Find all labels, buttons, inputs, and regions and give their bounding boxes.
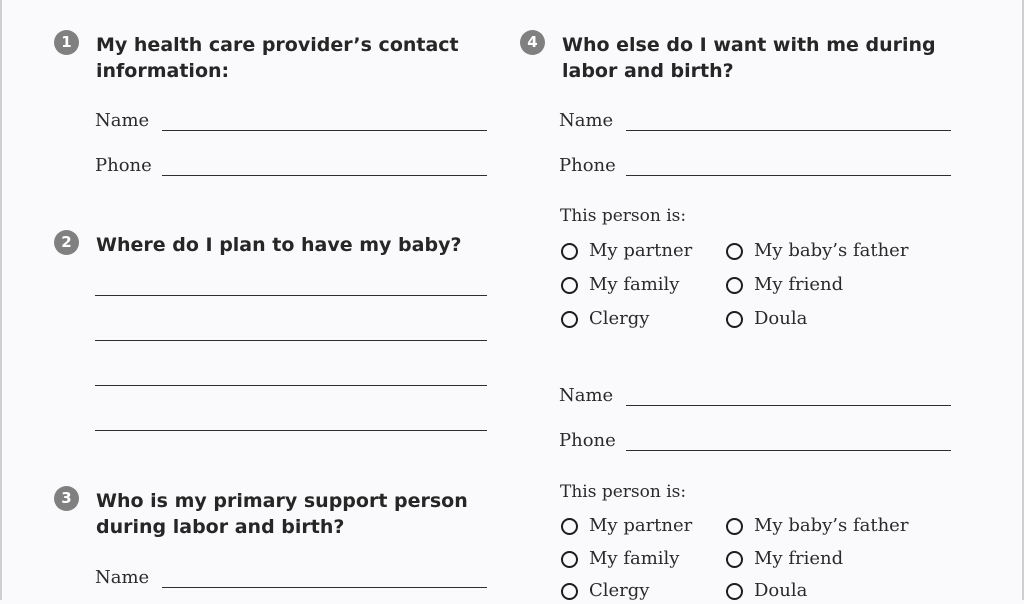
field-label: Name bbox=[559, 110, 614, 131]
provider-name-field[interactable] bbox=[95, 110, 487, 136]
option-label: My family bbox=[589, 274, 680, 295]
birth-place-line-2[interactable] bbox=[95, 340, 487, 341]
birth-place-line-4[interactable] bbox=[95, 430, 487, 431]
write-line[interactable] bbox=[626, 450, 951, 451]
radio-circle-icon[interactable] bbox=[726, 583, 743, 600]
option-label: My baby’s father bbox=[754, 515, 909, 536]
radio-circle-icon[interactable] bbox=[561, 243, 578, 260]
write-line[interactable] bbox=[162, 175, 487, 176]
question-number-badge: 1 bbox=[54, 30, 79, 55]
radio-circle-icon[interactable] bbox=[561, 518, 578, 535]
radio-circle-icon[interactable] bbox=[726, 551, 743, 568]
field-label: Name bbox=[95, 567, 150, 588]
birth-place-line-3[interactable] bbox=[95, 385, 487, 386]
radio-circle-icon[interactable] bbox=[726, 518, 743, 535]
option-label: Doula bbox=[754, 580, 808, 601]
page-edge-left bbox=[0, 0, 2, 600]
write-line[interactable] bbox=[626, 130, 951, 131]
radio-circle-icon[interactable] bbox=[726, 277, 743, 294]
write-line[interactable] bbox=[162, 130, 487, 131]
radio-circle-icon[interactable] bbox=[561, 311, 578, 328]
field-label: Phone bbox=[559, 430, 616, 451]
option-label: My friend bbox=[754, 548, 844, 569]
field-label: Name bbox=[559, 385, 614, 406]
question-text: My health care provider’s contact information: bbox=[96, 34, 459, 82]
option-label: Clergy bbox=[589, 308, 650, 329]
provider-phone-field[interactable] bbox=[95, 155, 487, 181]
write-line[interactable] bbox=[626, 175, 951, 176]
this-person-is-label: This person is: bbox=[560, 206, 687, 226]
other-person-1-phone-field[interactable] bbox=[559, 155, 951, 181]
question-number-badge: 4 bbox=[520, 30, 545, 55]
other-person-2-name-field[interactable] bbox=[559, 385, 951, 411]
field-label: Name bbox=[95, 110, 150, 131]
option-label: My baby’s father bbox=[754, 240, 909, 261]
field-label: Phone bbox=[559, 155, 616, 176]
question-text: Who else do I want with me during labor and birth? bbox=[562, 34, 936, 82]
radio-circle-icon[interactable] bbox=[726, 311, 743, 328]
question-number-badge: 3 bbox=[54, 486, 79, 511]
question-text: Who is my primary support person during labor and birth? bbox=[96, 490, 468, 538]
write-line[interactable] bbox=[162, 587, 487, 588]
radio-circle-icon[interactable] bbox=[726, 243, 743, 260]
question-number-badge: 2 bbox=[54, 230, 79, 255]
option-label: Clergy bbox=[589, 580, 650, 601]
option-label: My family bbox=[589, 548, 680, 569]
support-person-name-field[interactable] bbox=[95, 567, 487, 593]
write-line[interactable] bbox=[626, 405, 951, 406]
this-person-is-label: This person is: bbox=[560, 482, 687, 502]
other-person-1-name-field[interactable] bbox=[559, 110, 951, 136]
radio-circle-icon[interactable] bbox=[561, 551, 578, 568]
birth-place-line-1[interactable] bbox=[95, 295, 487, 296]
question-text: Where do I plan to have my baby? bbox=[96, 234, 462, 256]
option-label: My friend bbox=[754, 274, 844, 295]
radio-circle-icon[interactable] bbox=[561, 277, 578, 294]
radio-circle-icon[interactable] bbox=[561, 583, 578, 600]
option-label: My partner bbox=[589, 515, 693, 536]
field-label: Phone bbox=[95, 155, 152, 176]
option-label: My partner bbox=[589, 240, 693, 261]
option-label: Doula bbox=[754, 308, 808, 329]
other-person-2-phone-field[interactable] bbox=[559, 430, 951, 456]
